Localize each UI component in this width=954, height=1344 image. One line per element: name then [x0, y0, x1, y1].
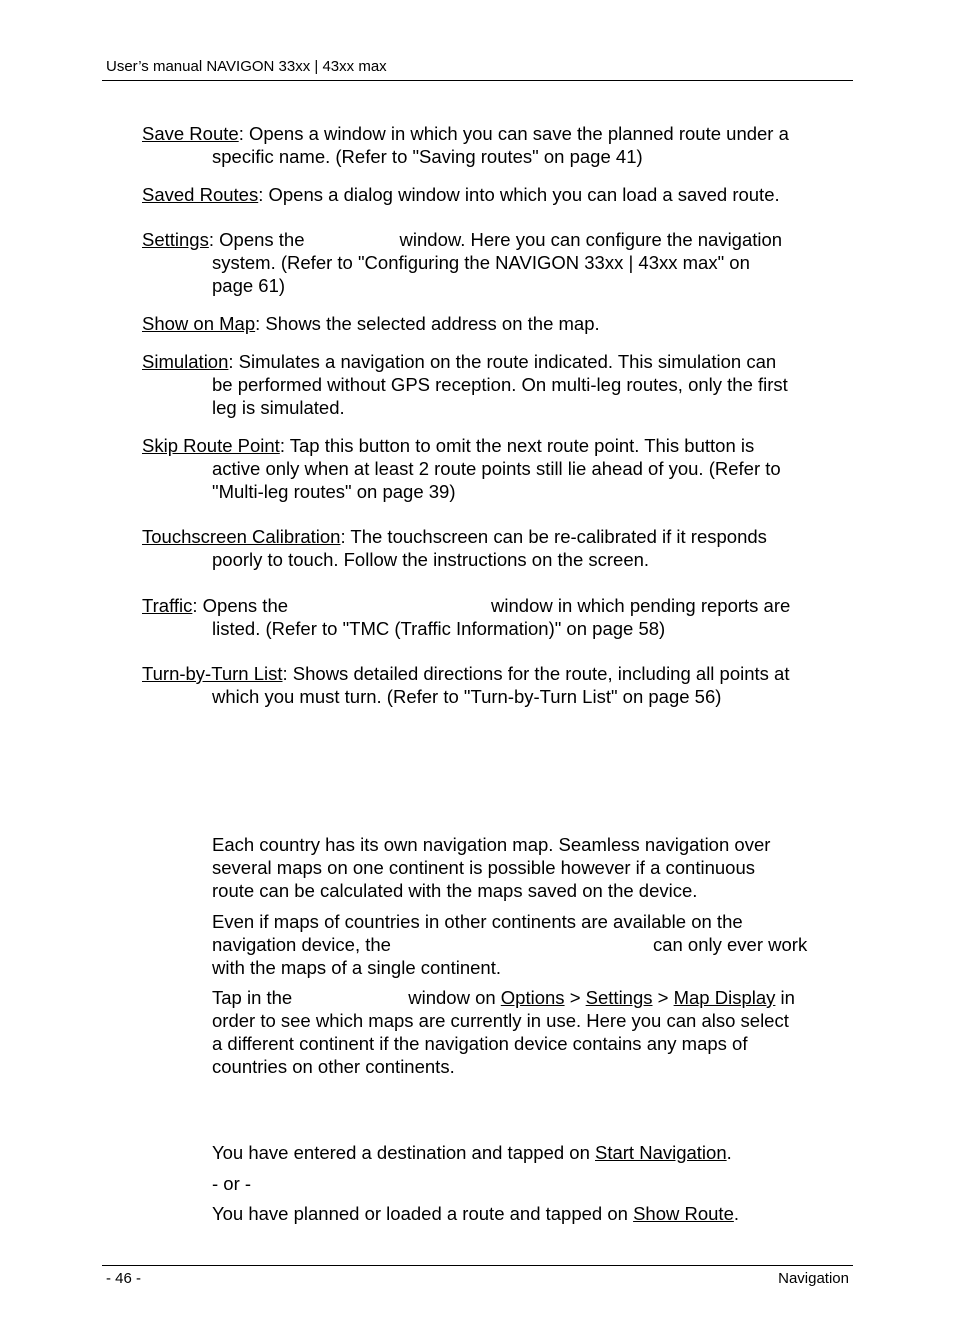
entry-settings [142, 228, 847, 297]
term-show-on-map: Show on Map [142, 313, 256, 334]
route-line-1 [212, 1141, 842, 1164]
paragraph-text: navigation device, the [212, 934, 391, 955]
term-touchscreen-calibration: Touchscreen Calibration [142, 526, 341, 547]
paragraph-line: with the maps of a single continent. [212, 957, 501, 978]
entry-continuation: be performed without GPS reception. On multi-leg routes, only the first [212, 374, 788, 395]
maps-paragraph-2 [212, 910, 842, 979]
entry-continuation: poorly to touch. Follow the instructions on the screen. [212, 549, 650, 570]
entry-continuation: specific name. (Refer to "Saving routes" on page 41) [212, 146, 643, 167]
term-saved-routes: Saved Routes [142, 184, 259, 205]
entry-continuation: listed. (Refer to "TMC (Traffic Information)" on page 58) [212, 618, 666, 639]
entry-text: : Opens the [208, 229, 305, 250]
entry-text: window in which pending reports are [491, 595, 791, 616]
paragraph-text: You have entered a destination and tapped on [212, 1142, 590, 1163]
entry-continuation: "Multi-leg routes" on page 39) [212, 481, 456, 502]
map-display-link[interactable]: Map Display [673, 987, 776, 1008]
paragraph-line: countries on other continents. [212, 1056, 455, 1077]
settings-link[interactable]: Settings [585, 987, 653, 1008]
options-link[interactable]: Options [500, 987, 565, 1008]
entry-continuation: active only when at least 2 route points still lie ahead of you. (Refer to [212, 458, 781, 479]
separator-text: > [657, 987, 669, 1008]
maps-paragraph-1 [212, 833, 842, 902]
paragraph-line: Each country has its own navigation map. Seamless navigation over [212, 834, 771, 855]
term-save-route: Save Route [142, 123, 239, 144]
paragraph-text: window on [408, 987, 496, 1008]
paragraph-line: order to see which maps are currently in use. Here you can also select [212, 1010, 789, 1031]
entry-traffic [142, 594, 847, 640]
entry-skip-route-point [142, 434, 847, 503]
entry-text: : Tap this button to omit the next route point. This button is [279, 435, 755, 456]
entry-text: window. Here you can configure the navigation [399, 229, 783, 250]
term-skip-route-point: Skip Route Point [142, 435, 280, 456]
entry-continuation: page 61) [212, 275, 286, 296]
paragraph-text: in [780, 987, 795, 1008]
term-simulation: Simulation [142, 351, 229, 372]
entry-touchscreen-calibration [142, 525, 847, 571]
route-or: - or - [212, 1173, 252, 1194]
paragraph-text: . [733, 1203, 740, 1224]
entry-show-on-map [142, 312, 847, 335]
entry-simulation [142, 350, 847, 419]
entry-text: : Opens a dialog window into which you can load a saved route. [258, 184, 780, 205]
term-turn-by-turn-list: Turn-by-Turn List [142, 663, 283, 684]
entry-text: : Simulates a navigation on the route indicated. This simulation can [228, 351, 777, 372]
paragraph-text: Tap in the [212, 987, 293, 1008]
term-settings: Settings [142, 229, 209, 250]
section-name: Navigation [778, 1270, 849, 1287]
entry-text: : Shows detailed directions for the route, including all points at [282, 663, 790, 684]
header-rule [102, 80, 853, 81]
footer-rule [102, 1265, 853, 1266]
entry-text: : Shows the selected address on the map. [255, 313, 600, 334]
paragraph-text: . [726, 1142, 732, 1163]
entry-saved-routes [142, 183, 847, 206]
separator-text: > [569, 987, 581, 1008]
entry-text: : The touchscreen can be re-calibrated if it responds [340, 526, 767, 547]
entry-save-route [142, 122, 847, 168]
route-line-2 [212, 1202, 842, 1225]
entry-continuation: which you must turn. (Refer to "Turn-by-Turn List" on page 56) [212, 686, 722, 707]
paragraph-line: Even if maps of countries in other continents are available on the [212, 911, 743, 932]
entry-continuation: system. (Refer to "Configuring the NAVIGON 33xx | 43xx max" on [212, 252, 750, 273]
entry-text: : Opens a window in which you can save the planned route under a [238, 123, 789, 144]
paragraph-line: several maps on one continent is possible however if a continuous [212, 857, 755, 878]
term-traffic: Traffic [142, 595, 193, 616]
show-route-link[interactable]: Show Route [633, 1203, 734, 1224]
paragraph-line: route can be calculated with the maps saved on the device. [212, 880, 698, 901]
maps-paragraph-3 [212, 986, 842, 1078]
entry-turn-by-turn-list [142, 662, 847, 708]
paragraph-text: can only ever work [652, 934, 808, 955]
running-header: User’s manual NAVIGON 33xx | 43xx max [106, 58, 387, 75]
paragraph-text: You have planned or loaded a route and tapped on [212, 1203, 628, 1224]
start-navigation-link[interactable]: Start Navigation [595, 1142, 727, 1163]
page-number: - 46 - [106, 1270, 142, 1287]
entry-continuation: leg is simulated. [212, 397, 345, 418]
entry-text: : Opens the [192, 595, 289, 616]
paragraph-line: a different continent if the navigation device contains any maps of [212, 1033, 748, 1054]
